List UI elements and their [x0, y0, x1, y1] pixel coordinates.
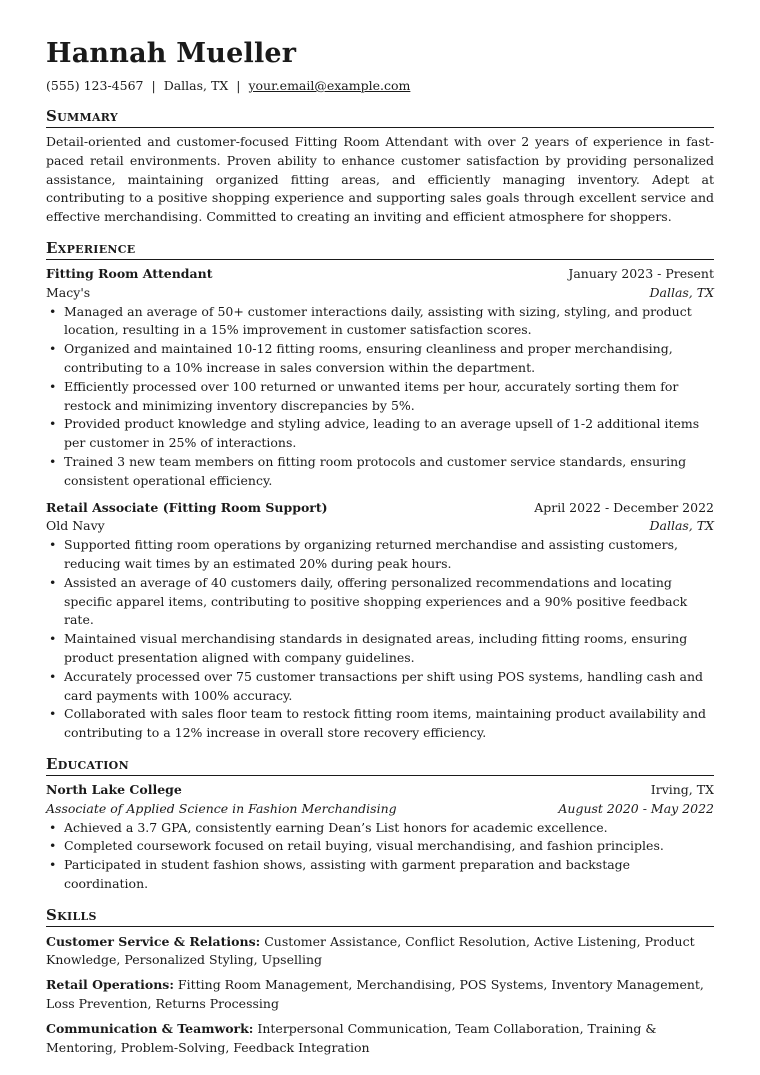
- education-entry: [46, 781, 714, 894]
- summary-section: [46, 107, 714, 227]
- degree-name: Associate of Applied Science in Fashion Merchandising: [46, 800, 397, 816]
- company-name: Macy's: [46, 284, 91, 300]
- job-title: Retail Associate (Fitting Room Support): [46, 499, 328, 515]
- email-link[interactable]: your.email@example.com: [248, 78, 411, 93]
- contact-line: [46, 77, 714, 95]
- location: Dallas, TX: [163, 78, 229, 93]
- education-bullets: [46, 819, 714, 894]
- skills-section: [46, 906, 714, 1058]
- bullet-item: • Organized and maintained 10-12 fitting rooms, ensuring cleanliness and proper merchandising, contributing to a 10% increase in sales conversion within the department.: [46, 340, 714, 378]
- candidate-name: Hannah Mueller: [46, 38, 297, 69]
- separator: |: [236, 78, 241, 93]
- skill-group: [46, 933, 714, 971]
- job-location: Dallas, TX: [649, 518, 714, 534]
- school-name: North Lake College: [46, 781, 182, 797]
- section-title-summary: Summary: [46, 107, 714, 128]
- skill-group-items: Fitting Room Management, Merchandising, POS Systems, Inventory Management, Loss Prevention, Returns Processing: [46, 977, 704, 1012]
- job-bullets: [46, 303, 714, 491]
- skill-group-items: Interpersonal Communication, Team Collaboration, Training & Mentoring, Problem-Solving, Feedback Integration: [46, 1020, 657, 1055]
- experience-section: [46, 239, 714, 743]
- bullet-item: • Supported fitting room operations by organizing returned merchandise and assisting customers, reducing wait times by an estimated 20% during peak hours.: [46, 536, 714, 574]
- job-dates: April 2022 - December 2022: [534, 499, 714, 515]
- skill-group-items: Customer Assistance, Conflict Resolution, Active Listening, Product Knowledge, Personalized Styling, Upselling: [46, 933, 695, 968]
- bullet-item: • Participated in student fashion shows, assisting with garment preparation and backstage coordination.: [46, 856, 714, 894]
- skill-group-label: Customer Service & Relations:: [46, 933, 261, 949]
- resume-page: [46, 36, 714, 1057]
- skill-group-label: Retail Operations:: [46, 977, 174, 993]
- summary-text: Detail-oriented and customer-focused Fitting Room Attendant with over 2 years of experience in fast-paced retail environments. Proven ability to enhance customer satisfaction by providing personalized assistance, maintaining organized fitting areas, and efficiently managing inventory. Adept at contributing to a positive shopping experience and supporting sales goals through excellent service and effective merchandising. Committed to creating an inviting and efficient atmosphere for shoppers.: [46, 134, 714, 225]
- section-title-experience: Experience: [46, 239, 714, 260]
- job-dates: January 2023 - Present: [568, 265, 714, 281]
- bullet-item: • Efficiently processed over 100 returned or unwanted items per hour, accurately sorting them for restock and minimizing inventory discrepancies by 5%.: [46, 378, 714, 416]
- skill-group-label: Communication & Teamwork:: [46, 1020, 254, 1036]
- job-location: Dallas, TX: [649, 284, 714, 300]
- school-location: Irving, TX: [650, 781, 714, 797]
- bullet-item: • Maintained visual merchandising standards in designated areas, including fitting rooms, ensuring product presentation aligned with company guidelines.: [46, 630, 714, 668]
- job-bullets: [46, 536, 714, 743]
- bullet-item: • Provided product knowledge and styling advice, leading to an average upsell of 1-2 additional items per customer in 25% of interactions.: [46, 415, 714, 453]
- skill-group: [46, 976, 714, 1014]
- section-title-skills: Skills: [46, 906, 714, 927]
- education-section: [46, 755, 714, 894]
- skill-group: [46, 1020, 714, 1058]
- company-name: Old Navy: [46, 518, 105, 534]
- bullet-item: • Managed an average of 50+ customer interactions daily, assisting with sizing, styling, and product location, resulting in a 15% improvement in customer satisfaction scores.: [46, 303, 714, 341]
- bullet-item: • Collaborated with sales floor team to restock fitting room items, maintaining product availability and contributing to a 12% increase in overall store recovery efficiency.: [46, 705, 714, 743]
- job-title: Fitting Room Attendant: [46, 265, 213, 281]
- bullet-item: • Completed coursework focused on retail buying, visual merchandising, and fashion principles.: [46, 837, 714, 856]
- job-entry: [46, 499, 714, 743]
- bullet-item: • Assisted an average of 40 customers daily, offering personalized recommendations and locating specific apparel items, contributing to positive shopping experiences and a 90% positive feedback rate.: [46, 574, 714, 630]
- section-title-education: Education: [46, 755, 714, 776]
- bullet-item: • Accurately processed over 75 customer transactions per shift using POS systems, handling cash and card payments with 100% accuracy.: [46, 668, 714, 706]
- job-entry: [46, 265, 714, 491]
- separator: |: [151, 78, 156, 93]
- phone-number: (555) 123-4567: [46, 78, 144, 93]
- bullet-item: • Achieved a 3.7 GPA, consistently earning Dean’s List honors for academic excellence.: [46, 819, 714, 838]
- bullet-item: • Trained 3 new team members on fitting room protocols and customer service standards, ensuring consistent operational efficiency.: [46, 453, 714, 491]
- education-dates: August 2020 - May 2022: [558, 800, 714, 816]
